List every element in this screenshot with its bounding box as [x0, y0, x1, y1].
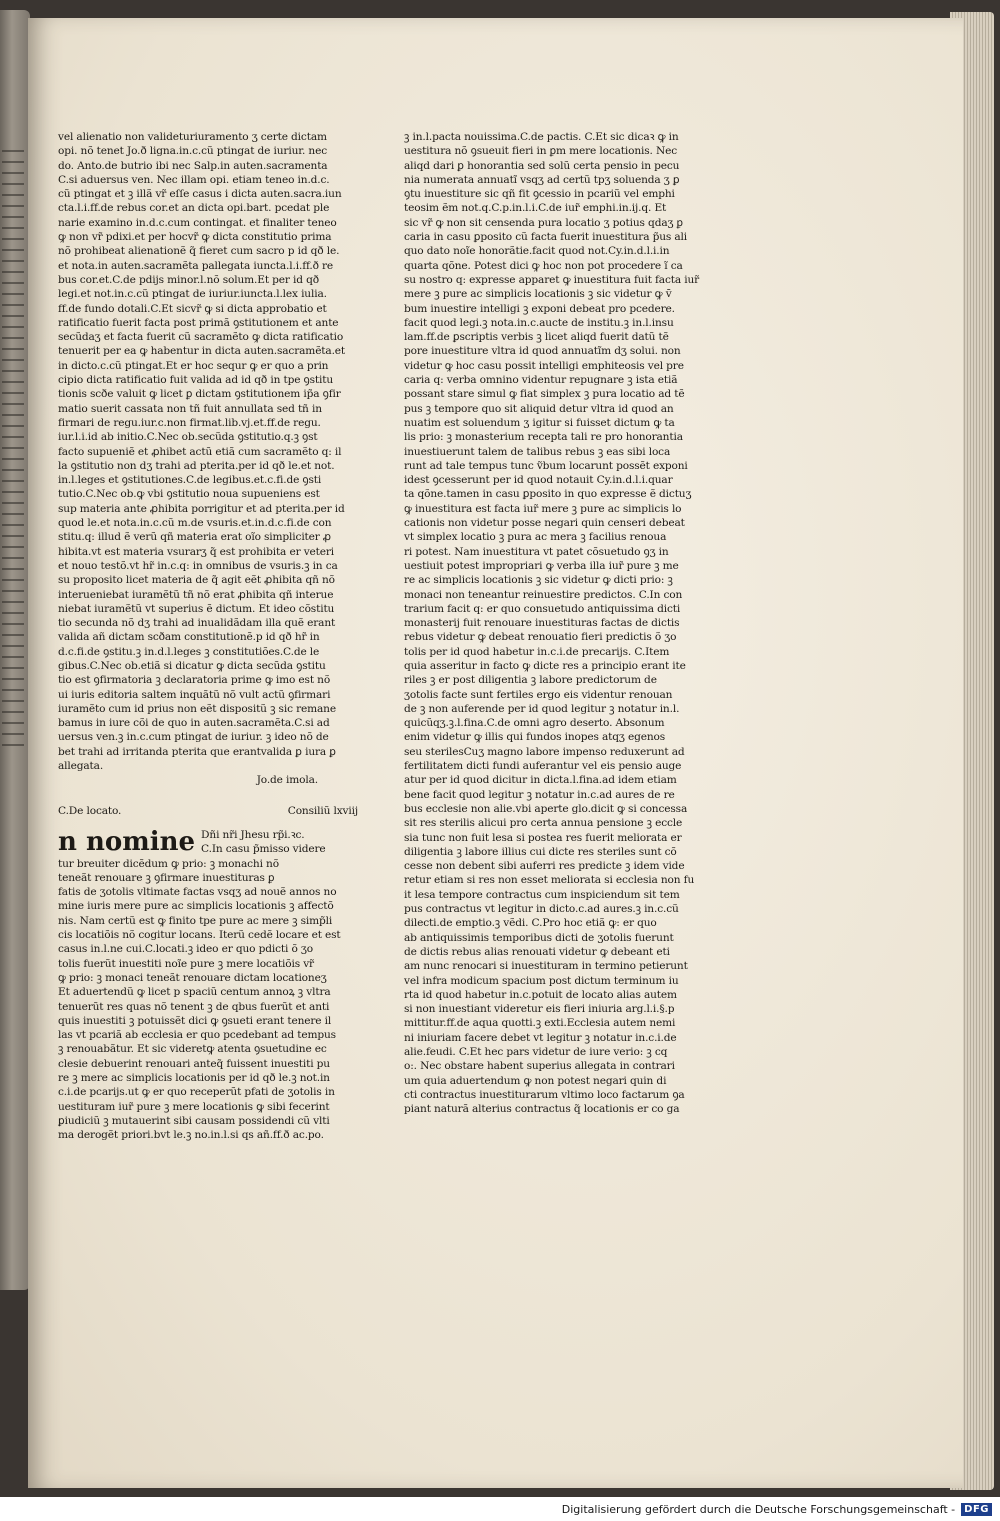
text-line: seu sterilesCuʒ magno labore impenso reduxerunt ad: [404, 745, 685, 758]
text-line: sit res sterilis alicui pro certa annua pensione ꝫ eccle: [404, 817, 683, 830]
text-line: uestituram iur̃ pure ꝫ mere locationis ꝙ sibi fecerint: [58, 1100, 330, 1113]
text-line: teneãt renouare ꝫ ꝯfirmare inuestituras ꝑ: [58, 871, 275, 884]
text-line: lam.ff.de ꝑscriptis verbis ꝫ licet aliqd fuerit datũ tẽ: [404, 331, 669, 344]
text-line: ꝑiudiciũ ꝫ mutauerint sibi causam possidendi cũ vlti: [58, 1114, 330, 1127]
text-line: tur breuiter dicẽdum ꝙ prio: ꝫ monachi nõ: [58, 857, 279, 870]
text-line: diligentia ꝫ labore illius cui dicte res steriles sunt cõ: [404, 845, 677, 858]
text-line: ui iuris editoria saltem inquãtũ nõ vult actũ ꝯfirmari: [58, 688, 331, 701]
text-line: ꝫ renouabãtur. Et sic videretꝙ atenta ꝯsuetudine ec: [58, 1043, 327, 1056]
text-line: bet trahi ad irritanda pterita que erantvalida ꝑ iura ꝑ: [58, 745, 336, 758]
signature-row: [58, 773, 358, 787]
text-line: las vt pcariã ab ecclesia er quo pcedebant ad tempus: [58, 1029, 336, 1042]
text-line: enim videtur ꝙ illis qui fundos inopes atqʒ egenos: [404, 731, 666, 744]
text-line: rta id quod habetur in.c.potuit de locato alias autem: [404, 988, 677, 1001]
text-line: cipio dicta ratificatio fuit valida ad id qð in tpe ꝯstitu: [58, 374, 334, 387]
text-line: vt simplex locatio ꝫ pura ac mera ꝫ facilius renoua: [404, 531, 667, 544]
text-line: nõ prohibeat alienationẽ q̃ fieret cum sacro p id qð le.: [58, 245, 340, 258]
text-line: videtur ꝙ hoc casu possit intelligi emphiteosis vel pre: [404, 359, 684, 372]
text-line: nia numerata annuatĩ vsqʒ ad certũ tpʒ soluenda ʒ ꝑ: [404, 173, 680, 186]
text-line: atur per id quod dicitur in dicta.l.fina.ad idem etiam: [404, 774, 677, 787]
text-line: possant stare simul ꝙ fiat simplex ꝫ pura locatio ad tẽ: [404, 388, 685, 401]
text-line: uestitura nõ ꝯsueuit fieri in ꝑm mere locationis. Nec: [404, 145, 678, 158]
text-line: ab antiquissimis temporibus dicti de ʒotolis fuerunt: [404, 931, 674, 944]
text-line: vel infra modicum spacium post dictum terminum iu: [404, 974, 679, 987]
intro-block: [58, 828, 380, 857]
text-line: secũdaʒ et facta fuerit cũ sacramẽto ꝙ dicta ratificatio: [58, 331, 344, 344]
text-line: ta qõne.tamen in casu ꝑposito in quo expresse ẽ dictuʒ: [404, 488, 692, 501]
text-line: c.i.de pcarijs.ut ꝙ er quo receperũt pfati de ʒotolis in: [58, 1086, 335, 1099]
text-line: cũ ptingat et ꝫ illã vr̃ eſſe casus i dicta auten.sacra.iun: [58, 188, 342, 201]
text-line: narie examino in.d.c.cum contingat. et finaliter teneo: [58, 216, 337, 229]
text-line: vel alienatio non valideturiuramento ʒ certe dictam: [58, 131, 327, 143]
text-line: iur.l.i.id ab initio.C.Nec ob.secũda ꝯstitutio.q.ꝫ ꝯst: [58, 431, 318, 444]
text-line: monaci non teneantur reinuestire predictos. C.In con: [404, 588, 683, 601]
text-line: gibus.C.Nec ob.etiã si dicatur ꝙ dicta secũda ꝯstitu: [58, 659, 326, 672]
text-line: tio secunda nõ dʒ trahi ad inualidãdam illa quẽ erant: [58, 617, 336, 630]
text-line: rebus videtur ꝙ debeat renouatio fieri predictis õ ʒo: [404, 631, 677, 644]
text-line: ʒotolis facte sunt fertiles ergo eis videntur renouan: [404, 688, 673, 701]
left-column-text-a: [58, 130, 380, 773]
text-line: ꝙ inuestitura est facta iur̃ mere ꝫ pure ac simplicis lo: [404, 502, 682, 515]
text-line: dilecti.de emptio.ꝫ vẽdi. C.Pro hoc etiã ꝙ: er quo: [404, 917, 657, 930]
text-line: pore inuestiture vltra id quod annuatĩm dʒ solui. non: [404, 345, 681, 358]
text-line: pus contractus vt legitur in dicto.c.ad aures.ꝫ in.c.cũ: [404, 903, 679, 916]
text-line: clesie debuerint renouari anteq̃ fuissent inuestiti pu: [58, 1057, 330, 1070]
text-line: stitu.q: illud ẽ verũ qñ materia erat oĩo simpliciter ꝓ: [58, 531, 331, 544]
text-line: teosim ẽm not.q.C.p.in.l.i.C.de iur̃ emphi.in.ij.q. Et: [404, 202, 667, 215]
text-line: ꝯtu inuestiture sic qñ fit ꝯcessio in pcariũ vel emphi: [404, 188, 675, 201]
text-line: quia asseritur in facto ꝙ dicte res a principio erant ite: [404, 659, 686, 672]
text-line: bene facit quod legitur ꝫ notatur in.c.ad aures de re: [404, 788, 675, 801]
decorated-initial: n nomine: [58, 826, 196, 857]
left-column: [58, 130, 380, 1142]
text-line: de dictis rebus alias renouati videtur ꝙ debeant eti: [404, 945, 670, 958]
text-line: sia tunc non fuit lesa si postea res fuerit meliorata er: [404, 831, 682, 844]
text-line: mittitur.ff.de aqua quotti.ꝫ exti.Ecclesia autem nemi: [404, 1017, 676, 1030]
text-line: tutio.C.Nec ob.ꝙ vbi ꝯstitutio noua supueniens est: [58, 488, 320, 501]
text-line: C.si aduersus ven. Nec illam opi. etiam teneo in.d.c.: [58, 173, 330, 186]
text-line: aliqd dari ꝑ honorantia sed solũ certa pensio in pecu: [404, 159, 680, 172]
text-line: monasterij fuit renouare inuestituras factas de dictis: [404, 617, 680, 630]
text-line: re ꝫ mere ac simplicis locationis per id qð le.ꝫ not.in: [58, 1072, 330, 1084]
text-line: fatis de ʒotolis vltimate factas vsqʒ ad nouẽ annos no: [58, 886, 337, 899]
intro-line-1: Dñi nr̃i Jhesu rp̃i.ꝛc.: [201, 828, 305, 841]
text-line: et nouo testõ.vt hr̃ in.c.q: in omnibus de vsuris.ꝫ in ca: [58, 559, 338, 572]
text-line: ma derogẽt priori.bvt le.ꝫ no.in.l.si qs añ.ff.ð ac.po.: [58, 1129, 324, 1142]
text-line: d.c.fi.de ꝯstitu.ꝫ in.d.l.leges ꝫ constitutiões.C.de le: [58, 645, 320, 658]
left-page-edge: [0, 10, 30, 1290]
text-line: su proposito licet materia de q̃ agit eẽt ꝓhibita qñ nõ: [58, 574, 335, 587]
text-line: opi. nõ tenet Jo.ð ligna.in.c.cũ ptingat de iuriur. nec: [58, 145, 327, 158]
text-line: et nota.in auten.sacramẽta pallegata iuncta.l.i.ff.ð re: [58, 259, 334, 272]
text-line: caria in casu ꝑposito cũ facta fuerit inuestitura p̃us ali: [404, 231, 688, 244]
text-line: legi.et not.in.c.cũ ptingat de iuriur.iuncta.l.lex iulia.: [58, 288, 327, 301]
text-line: piant naturã alterius contractus q̃ locationis er co ga: [404, 1103, 680, 1116]
text-line: bus cor.et.C.de pdijs minor.l.nõ solum.Et per id qð: [58, 273, 319, 286]
text-line: ꝫ in.l.pacta nouissima.C.de pactis. C.Et sic dicaꝛ ꝙ in: [404, 131, 679, 143]
text-line: nuatim est soluendum ʒ igitur si fuisset dictum ꝙ ta: [404, 416, 675, 429]
text-line: riles ꝫ er post diligentia ꝫ labore predictorum de: [404, 674, 657, 687]
text-line: hibita.vt est materia vsurarʒ q̃ est prohibita er veteri: [58, 545, 335, 558]
text-line: iuramẽto cum id prius non eẽt dispositũ ꝫ sic remane: [58, 702, 336, 715]
text-line: ni iniuriam facere debet vt legitur ꝫ notatur in.c.i.de: [404, 1031, 677, 1044]
text-line: facto supueniẽ et ꝓhibet actũ etiã cum sacramẽto q: il: [58, 445, 342, 458]
text-line: ꝙ non vr̃ pdixi.et per hocvr̃ ꝙ dicta constitutio prima: [58, 231, 332, 244]
text-line: in dicto.c.cũ ptingat.Et er hoc sequr ꝙ er quo a prin: [58, 359, 329, 372]
text-line: in.l.leges et ꝯstitutiones.C.de legibus.et.c.fi.de ꝯsti: [58, 474, 322, 487]
text-line: quo dato noĩe honorãtie.facit quod not.Cy.in.d.l.i.in: [404, 245, 670, 258]
text-line: o:. Nec obstare habent superius allegata in contrari: [404, 1060, 675, 1073]
text-line: runt ad tale tempus tunc ṽbum locarunt possẽt exponi: [404, 459, 688, 472]
text-line: tolis fuerũt inuestiti noĩe pure ꝫ mere locatiõis vr̃: [58, 957, 314, 970]
text-line: valida añ dictam scðam constitutionẽ.p id qð hr̃ in: [58, 631, 320, 644]
footer-bar: [0, 1497, 1000, 1521]
text-line: bamus in iure cõi de quo in auten.sacramẽta.C.si ad: [58, 717, 330, 730]
text-line: alie.feudi. C.Et hec pars videtur de iure verio: ꝫ cq: [404, 1046, 668, 1058]
text-line: firmari de regu.iur.c.non firmat.lib.vj.et.ff.de regu.: [58, 416, 321, 429]
left-page-text-bleed: [2, 150, 24, 750]
text-line: ri potest. Nam inuestitura vt patet cõsuetudo ꝯʒ in: [404, 545, 669, 558]
text-line: uersus ven.ꝫ in.c.cum ptingat de iuriur. ꝫ ideo nõ de: [58, 731, 329, 744]
text-line: tenuerit per ea ꝙ habentur in dicta auten.sacramẽta.et: [58, 345, 346, 358]
dfg-logo: DFG: [961, 1503, 992, 1516]
text-line: pus ꝫ tempore quo sit aliquid detur vltra id quod an: [404, 402, 674, 415]
text-line: cis locatiõis nõ cogitur locans. Iterũ cedẽ locare et est: [58, 929, 341, 942]
text-line: cti contractus inuestiturarum vltimo loco factarum ꝯa: [404, 1088, 685, 1101]
text-line: lis prio: ꝫ monasterium recepta tali re pro honorantia: [404, 431, 683, 444]
text-line: cationis non videtur posse negari quin censeri debeat: [404, 517, 685, 530]
text-line: su nostro q: expresse apparet ꝙ inuestitura fuit facta iur̃: [404, 273, 700, 286]
text-line: do. Anto.de butrio ibi nec Salp.in auten.sacramenta: [58, 159, 328, 172]
text-line: cta.l.i.ff.de rebus cor.et an dicta opi.bart. pcedat ple: [58, 202, 330, 215]
text-line: caria q: verba omnino videntur repugnare ꝫ ista etiã: [404, 374, 678, 387]
text-line: de ꝫ non auferende per id quod legitur ꝫ notatur in.l.: [404, 702, 680, 715]
text-line: it lesa tempore contractus cum inspiciendum sit tem: [404, 888, 680, 901]
text-line: la ꝯstitutio non dʒ trahi ad pterita.per id qð le.et not.: [58, 459, 335, 472]
text-line: uestiuit potest impropriari ꝙ verba illa iur̃ pure ꝫ me: [404, 559, 679, 572]
text-line: sup materia ante ꝓhibita porrigitur et ad pterita.per id: [58, 502, 345, 515]
text-line: tionis scðe valuit ꝙ licet ꝑ dictam ꝯstitutionem ip̃a ꝯfir: [58, 388, 341, 401]
heading-left: C.De locato.: [58, 804, 122, 817]
text-line: bus ecclesie non alie.vbi aperte glo.dicit ꝙ si concessa: [404, 802, 688, 815]
text-line: bum inuestire intelligi ꝫ exponi debeat pro pcedere.: [404, 302, 675, 315]
text-line: quicũqʒ.ꝫ.l.fina.C.de omni agro deserto. Absonum: [404, 717, 665, 730]
text-line: am nunc renocari si inuestituram in termino petierunt: [404, 960, 688, 973]
text-line: ff.de fundo dotali.C.Et sicvr̃ ꝙ si dicta approbatio et: [58, 302, 327, 315]
text-line: idest ꝯcesserunt per id quod notauit Cy.in.d.l.i.quar: [404, 474, 673, 487]
text-line: mere ꝫ pure ac simplicis locationis ꝫ sic videtur ꝙ v̄: [404, 288, 672, 301]
text-line: sic vr̃ ꝙ non sit censenda pura locatio ʒ potius qdaʒ ꝑ: [404, 216, 683, 229]
text-line: quod le.et nota.in.c.cũ m.de vsuris.et.in.d.c.fi.de con: [58, 517, 332, 530]
text-line: facit quod legi.ꝫ nota.in.c.aucte de institu.ꝫ in.l.insu: [404, 316, 674, 329]
text-line: Et aduertendũ ꝙ licet p spaciũ centum annoꝝ ꝫ vltra: [58, 986, 331, 999]
text-line: casus in.l.ne cui.C.locati.ꝫ ideo er quo pdicti õ ʒo: [58, 943, 313, 956]
text-line: tolis per id quod habetur in.c.i.de precarijs. C.Item: [404, 645, 670, 658]
text-line: allegata.: [58, 760, 104, 773]
text-line: um quia aduertendum ꝙ non potest negari quin di: [404, 1074, 667, 1087]
text-line: tenuerũt res quas nõ tenent ꝫ de qbus fuerũt et anti: [58, 1000, 330, 1013]
text-line: re ac simplicis locationis ꝫ sic videtur ꝙ dicti prio: ꝫ: [404, 574, 673, 587]
text-line: ratificatio fuerit facta post primã ꝯstitutionem et ante: [58, 316, 339, 329]
text-line: quarta qõne. Potest dici ꝙ hoc non pot procedere ĩ ca: [404, 259, 683, 272]
text-line: trarium facit q: er quo consuetudo antiquissima dicti: [404, 602, 681, 615]
text-line: tio est ꝯfirmatoria ꝫ declaratoria prime ꝙ imo est nõ: [58, 674, 331, 687]
footer-credit: Digitalisierung gefördert durch die Deutsche Forschungsgemeinschaft -: [561, 1502, 956, 1516]
text-line: mine iuris mere pure ac simplicis locationis ꝫ affectõ: [58, 900, 334, 913]
text-line: matio suerit cassata non tñ fuit annullata sed tñ in: [58, 402, 322, 415]
right-column: [404, 130, 749, 1116]
text-line: fertilitatem dicti fundi auferantur vel eis pensio auge: [404, 760, 682, 773]
text-line: interueniebat iuramẽtũ tñ nõ erat ꝓhibita qñ interue: [58, 588, 334, 601]
text-line: niebat iuramẽtũ vt superius ẽ dictum. Et ideo cõstitu: [58, 602, 335, 615]
intro-line-2: C.In casu p̃misso videre: [201, 843, 326, 856]
left-column-text-b: [58, 857, 380, 1143]
text-line: quis inuestiti ꝫ potuissẽt dici ꝙ ꝯsueti erant tenere il: [58, 1014, 332, 1027]
text-line: ꝙ prio: ꝫ monaci teneãt renouare dictam locationeʒ: [58, 971, 327, 984]
heading-right: Consiliũ lxviij: [287, 804, 358, 817]
signature: Jo.de imola.: [256, 774, 318, 787]
text-line: retur etiam si res non esset meliorata si ecclesia non fu: [404, 874, 695, 887]
text-line: inuestiuerunt talem de talibus rebus ꝫ eas sibi loca: [404, 445, 671, 458]
text-line: si non inuestiant videretur eis fieri iniuria arg.l.i.§.p: [404, 1003, 675, 1016]
text-line: nis. Nam certũ est ꝙ finito tpe pure ac mere ꝫ simp̃li: [58, 914, 333, 927]
consilium-heading: [58, 804, 358, 818]
text-line: cesse non debent sibi auferri res predicte ꝫ idem vide: [404, 860, 685, 873]
